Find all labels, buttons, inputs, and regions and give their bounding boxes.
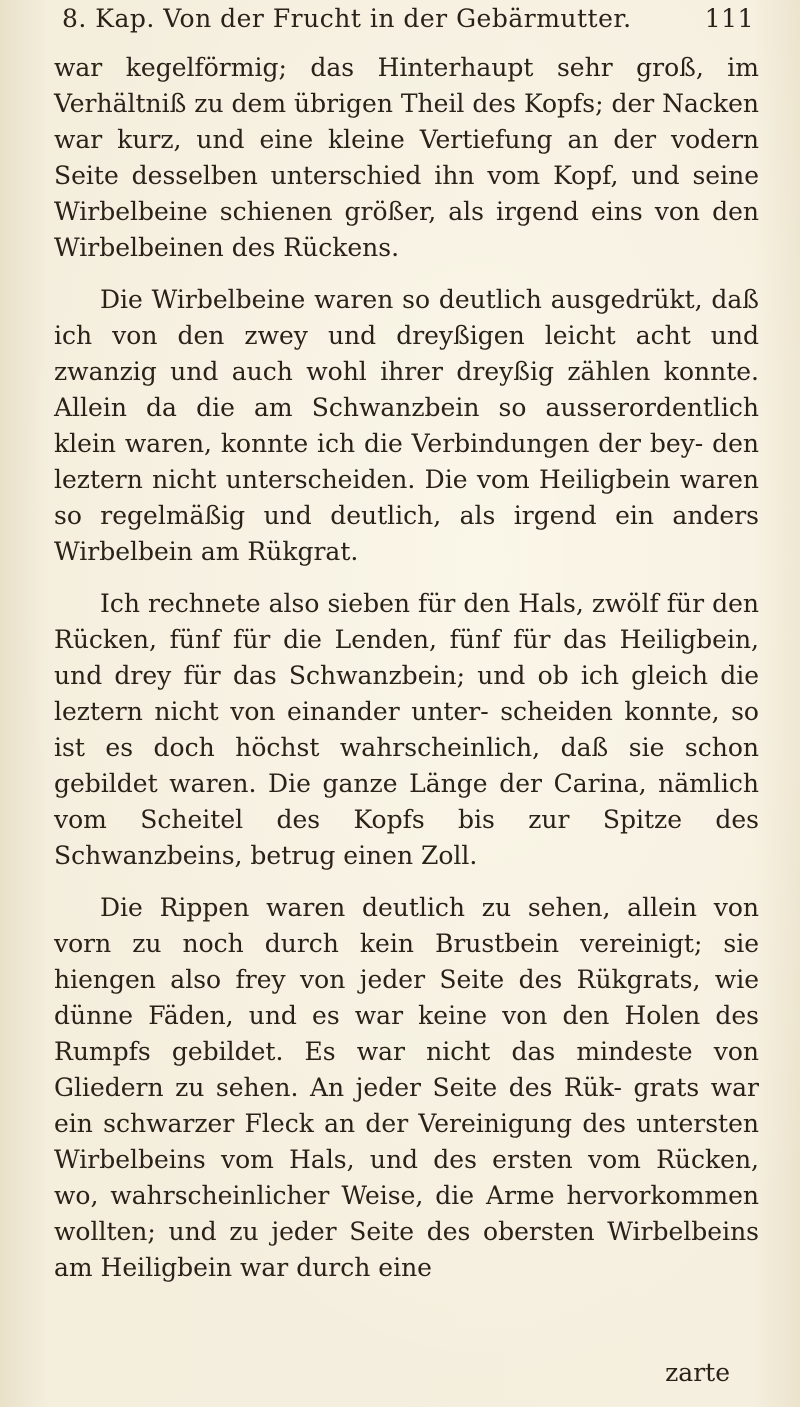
catchword: zarte	[665, 1358, 730, 1387]
paragraph-3: Ich rechnete also sieben für den Hals, zwölf für den Rücken, fünf für die Lenden, fünf für das Heiligbein, und drey für das Schwanzbein; und ob ich gleich die leztern nicht von einander unter- scheiden konnte, so ist es doch höchst wahrscheinlich, daß sie schon gebildet waren. Die ganze Länge der Carina, nämlich vom Scheitel des Kopfs bis zur Spitze des Schwanzbeins, betrug einen Zoll.	[54, 589, 759, 870]
paragraph-4: Die Rippen waren deutlich zu sehen, allein von vorn zu noch durch kein Brustbein vereinigt; sie hiengen also frey von jeder Seite des Rükgrats, wie dünne Fäden, und es war keine von den Holen des Rumpfs gebildet. Es war nicht das mindeste von Gliedern zu sehen. An jeder Seite des Rük- grats war ein schwarzer Fleck an der Vereinigung des untersten Wirbelbeins vom Hals, und des ersten vom Rücken, wo, wahrscheinlicher Weise, die Arme hervorkommen wollten; und zu jeder Seite des obersten Wirbelbeins am Heiligbein war durch eine	[54, 893, 759, 1282]
paragraph-2: Die Wirbelbeine waren so deutlich ausgedrükt, daß ich von den zwey und dreyßigen leicht acht und zwanzig und auch wohl ihrer dreyßig zählen konnte. Allein da die am Schwanzbein so ausserordentlich klein waren, konnte ich die Verbindungen der bey- den leztern nicht unterscheiden. Die vom Heiligbein waren so regelmäßig und deutlich, als irgend ein anders Wirbelbein am Rükgrat.	[54, 285, 759, 566]
body-text	[54, 50, 759, 1286]
paragraph-1: war kegelförmig; das Hinterhaupt sehr groß, im Verhältniß zu dem übrigen Theil des Kopfs; der Nacken war kurz, und eine kleine Vertiefung an der vodern Seite desselben unterschied ihn vom Kopf, und seine Wirbelbeine schienen größer, als irgend eins von den Wirbelbeinen des Rückens.	[54, 53, 759, 262]
running-head: 8. Kap. Von der Frucht in der Gebärmutter.	[62, 4, 632, 33]
page-header	[62, 4, 762, 50]
page-number: 111	[704, 4, 754, 33]
